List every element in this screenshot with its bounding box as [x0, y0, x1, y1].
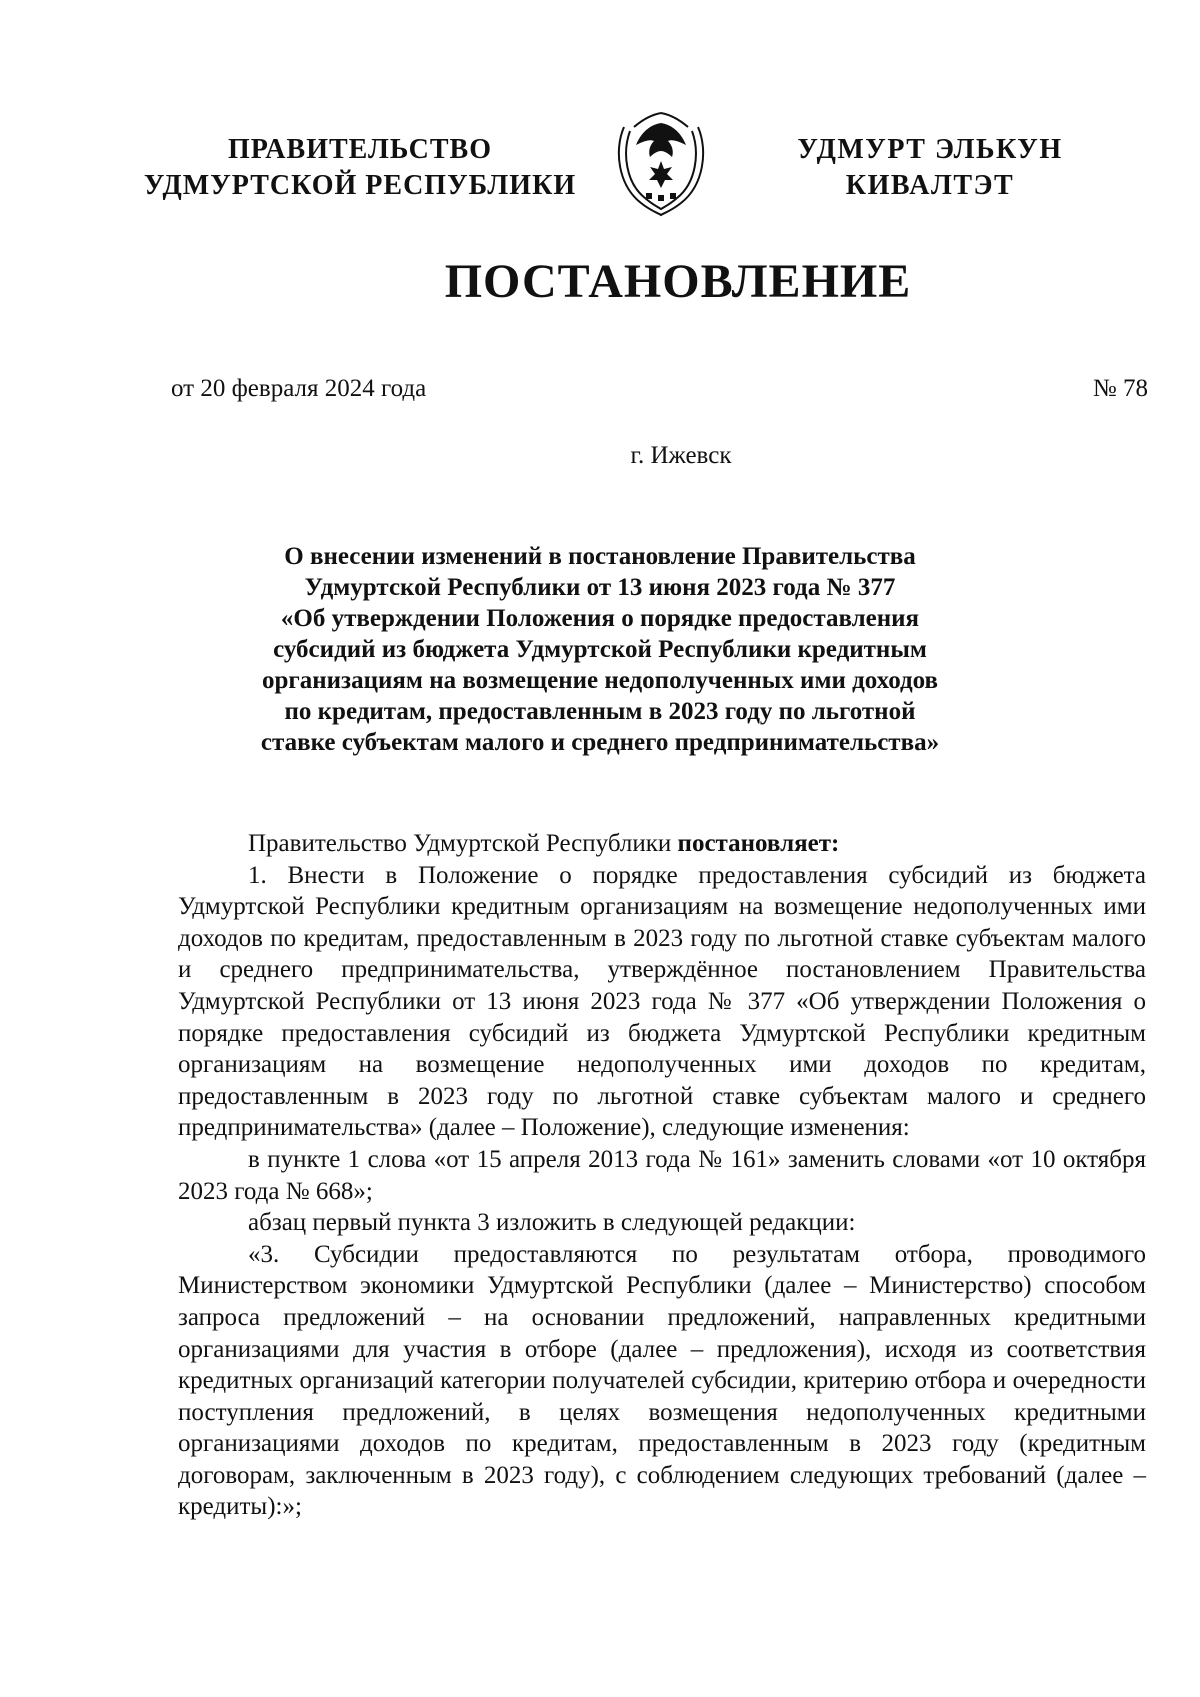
org-name-russian-line1: ПРАВИТЕЛЬСТВО	[228, 134, 492, 165]
body-paragraph: «3. Субсидии предоставляются по результатам отбора, проводимого Министерством экономики Удмуртской Республики (далее – Министерство) способом запроса предложений – на основании предложений, направленных кредитными организациями для участия в отборе (далее – предложения), исходя из соответствия кредитных организаций категории получателей субсидии, критерию отбора и очередности поступления предложений, в целях возмещения недополученных кредитными организациями доходов по кредитам, предоставленным в 2023 году (кредитным договорам, заключенным в 2023 году), с соблюдением следующих требований (далее – кредиты):»;	[178, 1240, 1146, 1521]
org-name-udmurt	[780, 132, 1080, 204]
title-line: «Об утверждении Положения о порядке предоставления	[280, 605, 920, 632]
org-name-udmurt-line2: КИВАЛТЭТ	[845, 170, 1015, 201]
body-paragraph: в пункте 1 слова «от 15 апреля 2013 года № 161» заменить словами «от 10 октября 2023 года № 668»;	[178, 1145, 1146, 1205]
org-name-udmurt-line1: УДМУРТ ЭЛЬКУН	[797, 134, 1063, 165]
title-line: О внесении изменений в постановление Правительства	[284, 543, 916, 570]
document-body	[178, 828, 1146, 1523]
document-city: г. Ижевск	[630, 442, 732, 469]
resolution-intro	[178, 828, 1146, 860]
title-line: субсидий из бюджета Удмуртской Республики кредитным	[273, 636, 927, 663]
document-date: от 20 февраля 2024 года	[171, 375, 427, 402]
org-name-russian	[140, 132, 580, 204]
body-paragraph: 1. Внести в Положение о порядке предоставления субсидий из бюджета Удмуртской Республики кредитным организациям на возмещение недополученных ими доходов по кредитам, предоставленным в 2023 году по льготной ставке субъектам малого и среднего предпринимательства, утверждённое постановлением Правительства Удмуртской Республики от 13 июня 2023 года № 377 «Об утверждении Положения о порядке предоставления субсидий из бюджета Удмуртской Республики кредитным организациям на возмещение недополученных ими доходов по кредитам, предоставленным в 2023 году по льготной ставке субъектам малого и среднего предпринимательства» (далее – Положение), следующие изменения:	[178, 861, 1146, 1142]
body-paragraph: абзац первый пункта 3 изложить в следующей редакции:	[248, 1209, 856, 1237]
document-number: № 78	[1092, 375, 1148, 402]
org-name-russian-line2: УДМУРТСКОЙ РЕСПУБЛИКИ	[143, 170, 577, 201]
title-line: по кредитам, предоставленным в 2023 году по льготной	[284, 698, 916, 725]
coat-of-arms-icon	[606, 105, 716, 220]
title-line: организациям на возмещение недополученных ими доходов	[261, 667, 939, 694]
title-line: ставке субъектам малого и среднего предпринимательства»	[260, 729, 940, 756]
intro-bold: постановляет:	[677, 830, 840, 857]
intro-text: Правительство Удмуртской Республики	[248, 830, 678, 857]
title-line: Удмуртской Республики от 13 июня 2023 года № 377	[304, 574, 896, 601]
document-type-heading: ПОСТАНОВЛЕНИЕ	[444, 255, 912, 308]
document-title	[240, 541, 960, 758]
